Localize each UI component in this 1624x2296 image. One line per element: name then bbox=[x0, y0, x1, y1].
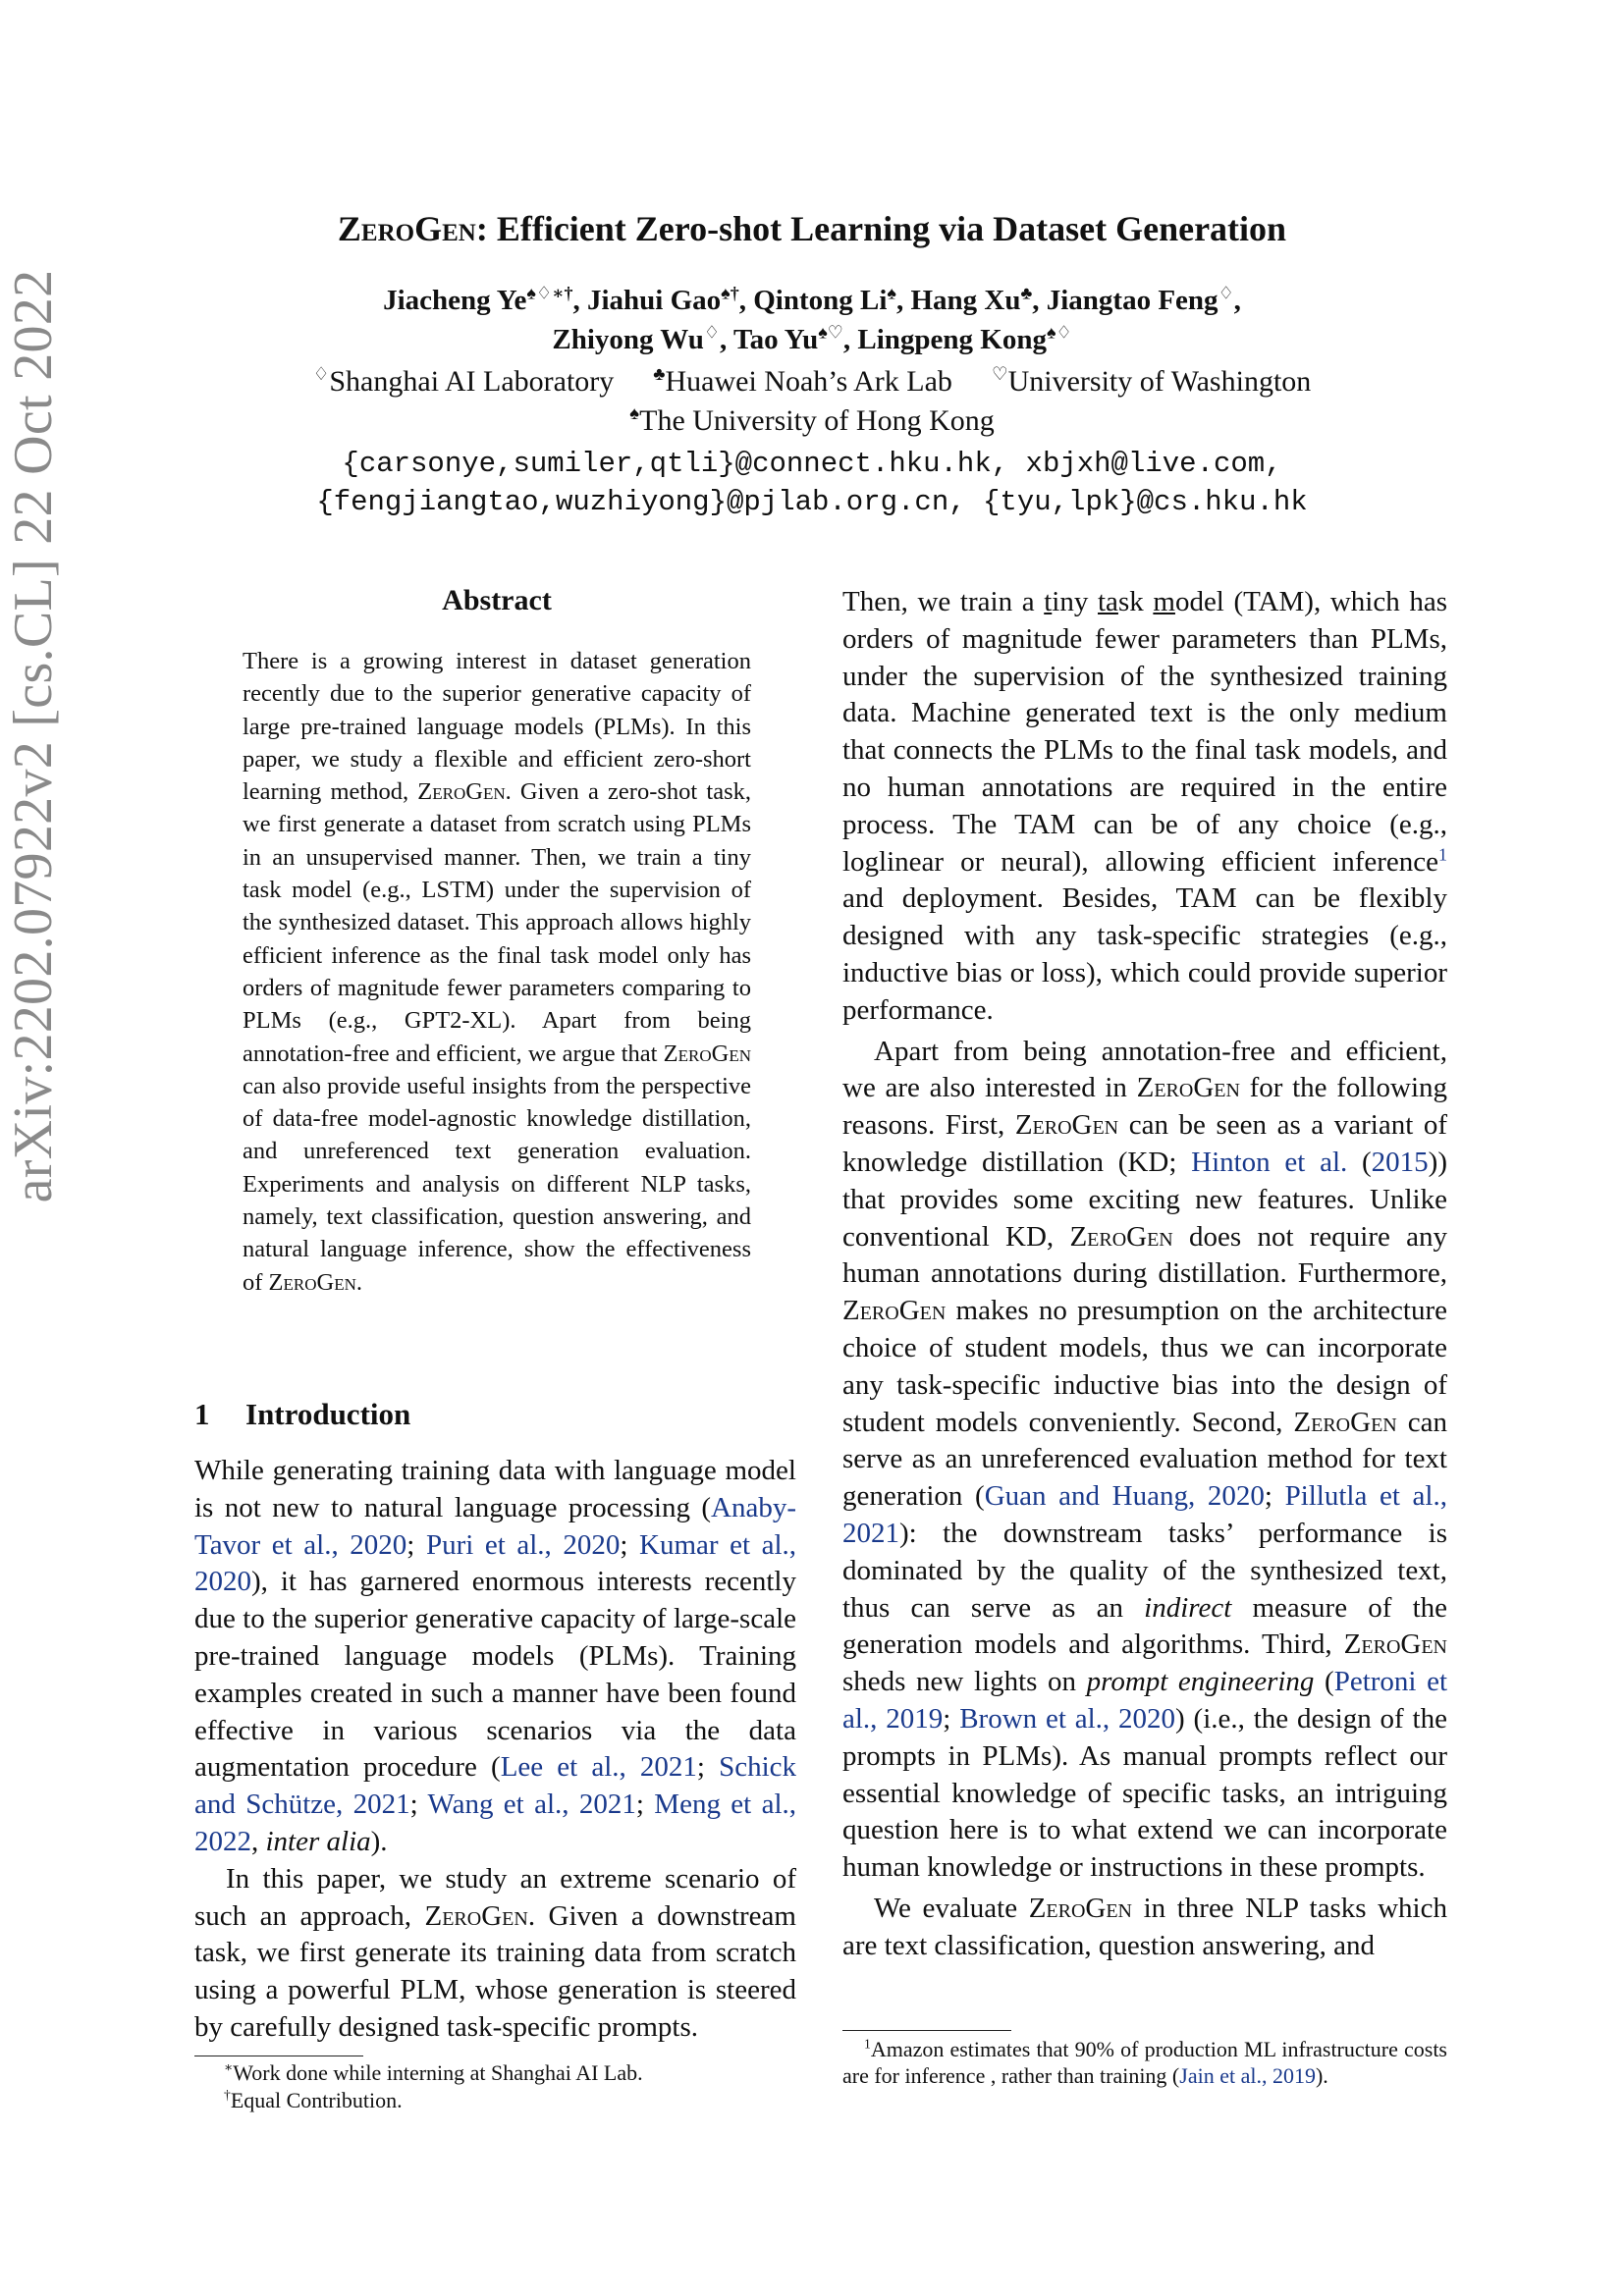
author-separator: , bbox=[1233, 285, 1241, 316]
right-paragraph-2 bbox=[842, 1034, 1447, 1887]
citation-link[interactable]: Pillutla et al., 2021 bbox=[842, 1480, 1447, 1549]
text: ; bbox=[406, 1528, 426, 1561]
system-name: ZeroGen bbox=[842, 1295, 947, 1327]
footnote-rule bbox=[842, 2030, 1011, 2031]
affiliation-line-1 bbox=[0, 365, 1624, 399]
author-name: , Qintong Li bbox=[738, 285, 888, 316]
citation-link[interactable]: 2015 bbox=[1371, 1146, 1429, 1178]
text: sk bbox=[1117, 586, 1154, 617]
abstract-text: There is a growing interest in dataset generation recently due to the superior generative capacity of large pre-trained language models (PLMs). In this paper, we study a flexible and efficient zero-short learning method, bbox=[243, 648, 751, 806]
text: ( bbox=[1347, 1146, 1372, 1178]
text: While generating training data with language model is not new to natural language processing ( bbox=[194, 1455, 796, 1523]
citation-link[interactable]: Jain et al., 2019 bbox=[1179, 2063, 1316, 2088]
footnote-text: Equal Contribution. bbox=[230, 2088, 403, 2112]
author-marks: ♠ bbox=[887, 283, 896, 303]
abstract-text: . Given a zero-shot task, we first generate a dataset from scratch using PLMs in an unsupervised manner. Then, we train a tiny task model (e.g., LSTM) under the supervision of the synthesized dataset. This approach allows highly efficient inference as the final task model only has orders of magnitude fewer parameters comparing to PLMs (e.g., GPT2-XL). Apart from being annotation-free and efficient, we argue that bbox=[243, 778, 752, 1067]
footnote-mark: 1 bbox=[864, 2036, 871, 2052]
system-name: ZeroGen bbox=[1136, 1072, 1240, 1104]
italic-text: inter alia bbox=[265, 1825, 371, 1857]
email-line-2: {fengjiangtao,wuzhiyong}@pjlab.org.cn, {tyu,lpk}@cs.hku.hk bbox=[316, 486, 1308, 518]
citation-link[interactable]: Schick and Schütze, 2021 bbox=[194, 1751, 796, 1821]
author-marks: ♠† bbox=[721, 283, 739, 303]
text: ; bbox=[1264, 1480, 1285, 1513]
text: can serve as an unreferenced evaluation method for text generation ( bbox=[842, 1406, 1447, 1513]
text: ), it has garnered enormous interests recently due to the superior generative capacity of large-scale pre-trained language models (PLMs). Training examples created in such a manner have been found effective in various scenarios via the data augmentation procedure ( bbox=[194, 1566, 796, 1784]
affiliation-uw: University of Washington bbox=[1007, 365, 1312, 398]
email-line-1: {carsonye,sumiler,qtli}@connect.hku.hk, xbjxh@live.com, bbox=[342, 448, 1282, 480]
italic-text: prompt engineering bbox=[1086, 1666, 1315, 1698]
abstract-text: . bbox=[355, 1268, 362, 1296]
affiliation-mark: ♢ bbox=[312, 364, 330, 385]
section-title: Introduction bbox=[245, 1397, 411, 1431]
system-name: ZeroGen bbox=[1069, 1220, 1173, 1253]
right-paragraph-3 bbox=[842, 1891, 1447, 1965]
text: ( bbox=[1314, 1666, 1334, 1698]
citation-link[interactable]: Hinton et al. bbox=[1191, 1146, 1348, 1178]
author-name: Jiacheng Ye bbox=[383, 285, 527, 316]
section-heading-introduction bbox=[194, 1397, 410, 1432]
system-name: ZeroGen bbox=[1293, 1406, 1397, 1438]
author-name: , Jiangtao Feng bbox=[1032, 285, 1218, 316]
author-marks: ♠♡ bbox=[818, 322, 843, 343]
citation-link[interactable]: Lee et al., 2021 bbox=[500, 1751, 697, 1784]
underlined-letter: ta bbox=[1098, 586, 1118, 617]
footnote-mark: † bbox=[224, 2087, 231, 2103]
author-marks: ♠♢ bbox=[1046, 322, 1072, 343]
title-system-name: ZeroGen bbox=[337, 209, 476, 248]
affiliation-mark: ♠ bbox=[629, 403, 640, 424]
text: sheds new lights on bbox=[842, 1666, 1087, 1698]
affiliation-mark: ♣ bbox=[653, 364, 666, 385]
text: Then, we train a bbox=[842, 586, 1045, 617]
system-name: ZeroGen bbox=[424, 1899, 528, 1932]
text: for the following reasons. First, bbox=[842, 1072, 1448, 1142]
italic-text: indirect bbox=[1144, 1591, 1232, 1624]
underlined-letter: m bbox=[1153, 586, 1175, 617]
text: in three NLP tasks which are text classification, question answering, and bbox=[842, 1892, 1447, 1961]
system-name: ZeroGen bbox=[1014, 1109, 1119, 1142]
paper-title bbox=[0, 208, 1624, 249]
title-rest: : Efficient Zero-shot Learning via Dataset Generation bbox=[475, 209, 1287, 248]
citation-link[interactable]: Meng et al., 2022 bbox=[194, 1789, 797, 1857]
text: ): the downstream tasks’ performance is dominated by the quality of the synthesized text, thus can serve as an bbox=[842, 1517, 1447, 1624]
affiliation-line-2 bbox=[0, 404, 1624, 438]
right-paragraph-1 bbox=[842, 584, 1447, 1030]
text: ; bbox=[696, 1751, 720, 1784]
text: ; bbox=[943, 1702, 960, 1735]
intro-paragraph-1 bbox=[194, 1453, 796, 1861]
system-name: ZeroGen bbox=[663, 1040, 751, 1067]
text: and deployment. Besides, TAM can be flexibly designed with any task-specific strategies (e.g., inductive bias or loss), which could provide superior performance. bbox=[842, 882, 1447, 1026]
intro-paragraph-2 bbox=[194, 1861, 796, 2047]
author-name: , Jiahui Gao bbox=[572, 285, 722, 316]
intro-right-column bbox=[842, 584, 1447, 1964]
footnote-text: ). bbox=[1315, 2063, 1328, 2088]
text: does not require any human annotations during distillation. Furthermore, bbox=[842, 1220, 1447, 1290]
text: ) (i.e., the design of the prompts in PLMs). As manual prompts reflect our essential knowledge of specific tasks, an intriguing question here is to what extend we can incorporate human knowledge or instructions in these prompts. bbox=[842, 1702, 1447, 1884]
author-line-1 bbox=[0, 285, 1624, 317]
author-name: Zhiyong Wu bbox=[552, 324, 704, 355]
footnote-mark: ∗ bbox=[224, 2059, 234, 2075]
arxiv-identifier-stamp: arXiv:2202.07922v2 [cs.CL] 22 Oct 2022 bbox=[3, 269, 64, 1203]
underlined-letter: t bbox=[1044, 586, 1053, 617]
text: )) that provides some exciting new features. Unlike conventional KD, bbox=[842, 1146, 1447, 1253]
text: We evaluate bbox=[874, 1892, 1029, 1924]
citation-link[interactable]: Kumar et al., 2020 bbox=[194, 1528, 797, 1598]
text: measure of the generation models and algorithms. Third, bbox=[842, 1591, 1447, 1661]
footnote-text: Amazon estimates that 90% of production ML infrastructure costs are for inference , rather than training ( bbox=[842, 2037, 1447, 2088]
text: . Given a downstream task, we first generate its training data from scratch using a powerful PLM, whose generation is steered by carefully designed task-specific prompts. bbox=[194, 1899, 796, 2043]
abstract-heading: Abstract bbox=[442, 584, 552, 616]
affiliation-mark: ♡ bbox=[991, 364, 1008, 385]
system-name: ZeroGen bbox=[417, 778, 506, 806]
author-marks: ♣ bbox=[1020, 283, 1033, 303]
citation-link[interactable]: Guan and Huang, 2020 bbox=[984, 1480, 1265, 1513]
author-marks: ♢ bbox=[703, 322, 720, 343]
citation-link[interactable]: Anaby-Tavor et al., 2020 bbox=[194, 1491, 796, 1561]
text: ; bbox=[635, 1789, 655, 1821]
author-name: , Hang Xu bbox=[895, 285, 1021, 316]
system-name: ZeroGen bbox=[268, 1268, 356, 1296]
text: ; bbox=[620, 1528, 639, 1561]
text: ; bbox=[409, 1789, 428, 1821]
affiliation-huawei: Huawei Noah’s Ark Lab bbox=[665, 365, 952, 398]
section-number: 1 bbox=[194, 1397, 210, 1431]
citation-link[interactable]: Puri et al., 2020 bbox=[425, 1528, 621, 1561]
author-marks: ♠♢∗† bbox=[526, 283, 573, 303]
text: odel (TAM), which has orders of magnitude fewer parameters than PLMs, under the supervision of the synthesized training data. Machine generated text is the only medium that connects the PLMs to the final task models, and no human annotations are required in the entire process. The TAM can be of any choice (e.g., loglinear or neural), allowing efficient inference bbox=[842, 586, 1447, 878]
text: can be seen as a variant of knowledge distillation (KD; bbox=[842, 1109, 1447, 1178]
text: iny bbox=[1052, 586, 1098, 617]
author-line-2 bbox=[0, 324, 1624, 356]
footnote-amazon bbox=[842, 2036, 1447, 2089]
author-name: , Lingpeng Kong bbox=[842, 324, 1047, 355]
text: In this paper, we study an extreme scenario of such an approach, bbox=[194, 1862, 796, 1932]
footnote-ref-link[interactable]: 1 bbox=[1438, 843, 1447, 864]
system-name: ZeroGen bbox=[1343, 1629, 1447, 1661]
text: makes no presumption on the architecture choice of student models, thus we can incorporate any task-specific inductive bias into the design of student models conveniently. Second, bbox=[842, 1295, 1447, 1438]
footnote-text: Work done while interning at Shanghai AI Lab. bbox=[233, 2060, 643, 2085]
footnote-equal-contribution bbox=[224, 2087, 774, 2113]
citation-link[interactable]: Petroni et al., 2019 bbox=[842, 1666, 1447, 1735]
system-name: ZeroGen bbox=[1028, 1892, 1133, 1924]
intro-left-column bbox=[194, 1453, 796, 2047]
affiliation-shanghai: Shanghai AI Laboratory bbox=[329, 365, 615, 398]
footnote-work-done bbox=[224, 2059, 774, 2086]
text: , bbox=[251, 1825, 266, 1857]
abstract-text: can also provide useful insights from the perspective of data-free model-agnostic knowledge distillation, and unreferenced text generation evaluation. Experiments and analysis on different NLP tasks, namely, text classification, question answering, and natural language inference, show the effectiveness of bbox=[243, 1072, 751, 1296]
author-marks: ♢ bbox=[1218, 283, 1234, 303]
text: ). bbox=[370, 1825, 388, 1857]
citation-link[interactable]: Wang et al., 2021 bbox=[427, 1789, 636, 1821]
citation-link[interactable]: Brown et al., 2020 bbox=[959, 1702, 1176, 1735]
author-name: , Tao Yu bbox=[719, 324, 819, 355]
abstract-body bbox=[243, 645, 751, 1299]
text: Apart from being annotation-free and efficient, we are also interested in bbox=[842, 1035, 1447, 1104]
affiliation-hku: The University of Hong Kong bbox=[639, 404, 995, 437]
